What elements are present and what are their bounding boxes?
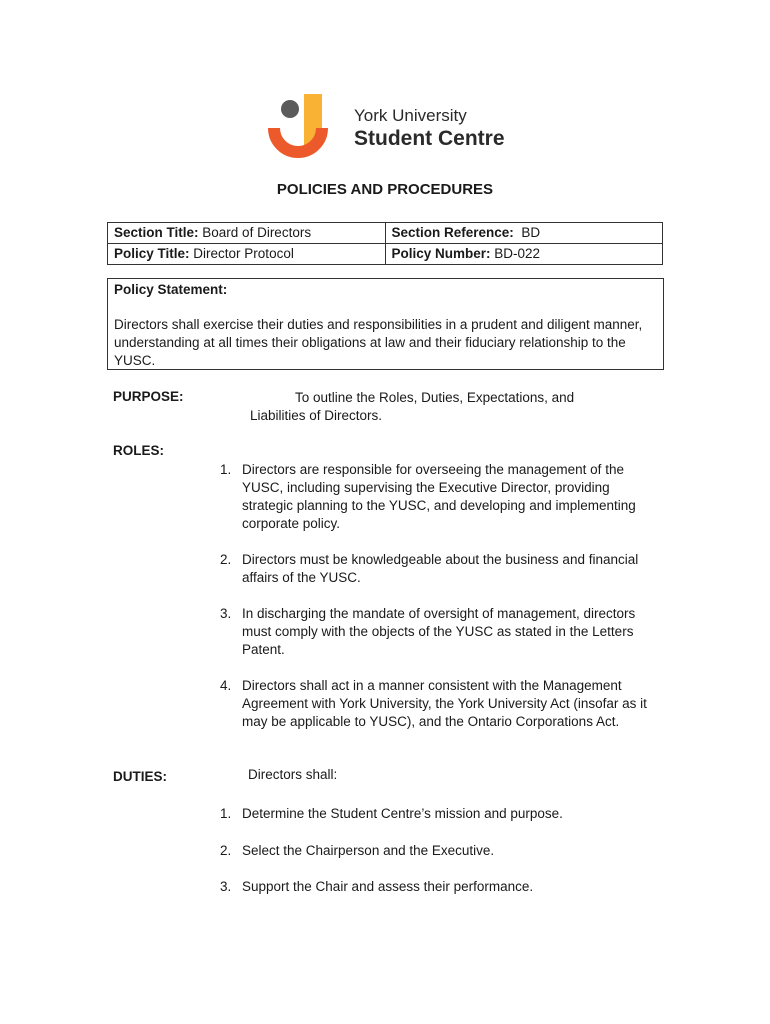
list-item-text: Directors are responsible for overseeing the management of the YUSC, including supervising the Executive Director, providing strategic planning to the YUSC, and developing and implementing corporate policy. [242,462,636,531]
logo [266,92,516,164]
duties-label: DUTIES: [113,769,167,784]
policy-statement-box [107,278,664,370]
duties-list [220,805,660,896]
table-row [108,223,663,244]
list-item [220,878,660,896]
purpose-text: To outline the Roles, Duties, Expectations, and Liabilities of Directors. [250,390,575,423]
list-item-text: Directors must be knowledgeable about the business and financial affairs of the YUSC. [242,552,639,585]
roles-list [220,461,660,731]
section-title-label: Section Title: [114,225,199,240]
section-title-cell [108,223,386,244]
section-reference-label: Section Reference: [391,225,514,240]
list-item [220,677,660,731]
policy-number-label: Policy Number: [391,246,491,261]
table-row [108,244,663,265]
list-item-text: Directors shall act in a manner consistent with the Management Agreement with York University, the York University Act (insofar as it may be applicable to YUSC), and the Ontario Corporations Act. [242,678,647,729]
section-title-value: Board of Directors [202,225,312,240]
logo-line-1: York University [354,106,467,125]
list-item [220,842,660,860]
logo-dot [281,100,299,118]
list-number: 4. [220,678,232,693]
policy-number-cell [385,244,663,265]
list-number: 1. [220,806,232,821]
section-reference-value: BD [521,225,541,240]
list-number: 3. [220,606,232,621]
list-number: 2. [220,552,232,567]
policy-title-value: Director Protocol [193,246,294,261]
policy-statement-label: Policy Statement: [114,282,228,297]
list-number: 2. [220,843,232,858]
policy-number-value: BD-022 [494,246,541,261]
logo-line-2: Student Centre [354,127,505,150]
list-item [220,461,660,533]
logo-mark-icon [266,92,346,164]
list-item [220,805,660,823]
list-item-text: Determine the Student Centre’s mission and purpose. [242,806,563,821]
section-reference-cell [385,223,663,244]
roles-label: ROLES: [113,443,165,458]
policy-statement-text: Directors shall exercise their duties and responsibilities in a prudent and diligent manner, understanding at all times their obligations at law and their fiduciary relationship to the YUSC. [114,317,643,368]
purpose-label: PURPOSE: [113,389,184,404]
policy-title-label: Policy Title: [114,246,190,261]
policy-title-cell [108,244,386,265]
list-item [220,551,660,587]
list-number: 3. [220,879,232,894]
policy-info-table [107,222,663,265]
duties-intro: Directors shall: [248,767,338,782]
list-item-text: In discharging the mandate of oversight of management, directors must comply with the objects of the YUSC as stated in the Letters Patent. [242,606,636,657]
list-number: 1. [220,462,232,477]
list-item-text: Select the Chairperson and the Executive. [242,843,495,858]
document-title: POLICIES AND PROCEDURES [276,181,494,198]
list-item-text: Support the Chair and assess their performance. [242,879,534,894]
list-item [220,605,660,659]
